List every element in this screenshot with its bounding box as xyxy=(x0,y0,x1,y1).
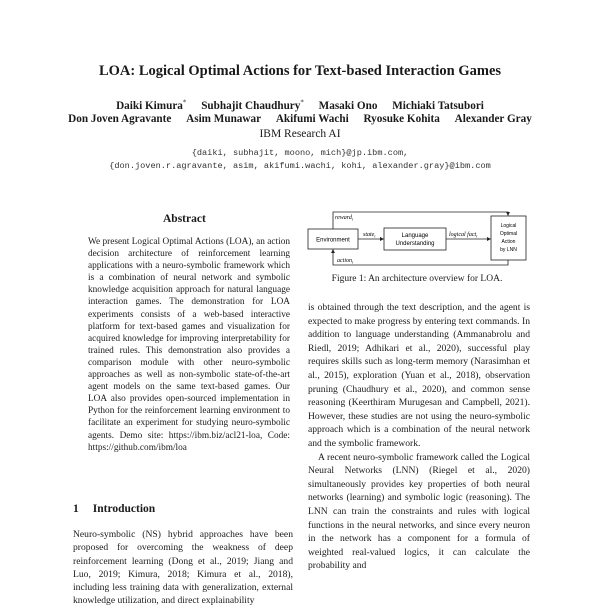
author: Akifumi Wachi xyxy=(275,113,349,125)
author: Don Joven Agravante xyxy=(68,113,172,125)
lnn-label-by-lnn: by LNN xyxy=(500,247,517,253)
abstract-text: We present Logical Optimal Actions (LOA), an action decision architecture of reinforcement learning applications with a neuro-symbolic framework which is a combination of neural network and symbolic knowledge acquisition approach for natural language interaction games. The demonstration for LOA experiments consists of a web-based interactive platform for text-based games and visualization for acquired knowledge for improving interpretability for trained rules. This demonstration also provides a comparison module with other neuro-symbolic approaches as well as non-symbolic state-of-the-art agent models on the same text-based games. Our LOA also provides open-sourced implementation in Python for the reinforcement learning environment to facilitate an experiment for studying neuro-symbolic agents. Demo site: https://ibm.biz/acl21-loa, Code: https://github.com/ibm/loa xyxy=(88,237,290,453)
author: Alexander Gray xyxy=(454,113,532,125)
understanding-label: Understanding xyxy=(395,241,435,247)
language-label: Language xyxy=(401,233,429,239)
author-line-2 xyxy=(0,113,600,125)
affiliation: IBM Research AI xyxy=(259,128,341,140)
section-heading-introduction xyxy=(73,503,155,515)
author: Subhajit Chaudhury* xyxy=(201,98,304,112)
abstract-heading: Abstract xyxy=(163,213,206,225)
paper-title: LOA: Logical Optimal Actions for Text-based Interaction Games xyxy=(98,63,502,79)
action-label: action$_t$ xyxy=(337,258,354,265)
environment-label: Environment xyxy=(316,237,350,244)
author: Masaki Ono xyxy=(318,99,378,112)
logical-fact-label: logical fact$_t$ xyxy=(449,232,478,239)
introduction-text: Neuro-symbolic (NS) hybrid approaches have been proposed for overcoming the weakness of deep reinforcement learning (Dong et al., 2019; Jiang and Luo, 2019; Kimura, 2018; Kimura et al., 2018), including less training data with generalization, external knowledge utilization, and direct explainability xyxy=(73,529,293,607)
figure-caption: Figure 1: An architecture overview for LOA. xyxy=(331,274,503,284)
state-label: state$_t$ xyxy=(363,232,376,239)
author: Asim Munawar xyxy=(186,113,262,125)
reward-label: reward$_t$ xyxy=(335,215,354,222)
author: Daiki Kimura* xyxy=(116,98,187,112)
author: Michiaki Tatsubori xyxy=(392,99,484,112)
author: Ryosuke Kohita xyxy=(363,113,440,125)
email-line-2: {don.joven.r.agravante, asim, akifumi.wachi, kohi, alexander.gray}@ibm.com xyxy=(109,161,491,171)
architecture-figure xyxy=(306,208,528,268)
architecture-diagram xyxy=(306,208,528,268)
lnn-label-logical: Logical xyxy=(500,223,517,229)
section-title: Introduction xyxy=(92,503,156,515)
action-arrow xyxy=(333,250,508,266)
author-line-1 xyxy=(0,98,600,112)
lnn-label-action: Action xyxy=(501,239,516,245)
section-number: 1 xyxy=(73,503,79,515)
lnn-label-optimal: Optimal xyxy=(499,231,518,237)
paragraph: A recent neuro-symbolic framework called the Logical Neural Networks (LNN) (Riegel et al., 2020) simultaneously provides key properties of both neural networks (learning) and symbolic logic (reasoning). The LNN can train the constraints and rules with logical functions in the neural networks, and since every neuron in the network has a component for a formula of weighted real-valued logics, it can calculate the probability and xyxy=(308,451,530,572)
column-2-text xyxy=(308,301,530,573)
email-line-1: {daiki, subhajit, moono, mich}@jp.ibm.com, xyxy=(191,148,409,158)
paragraph: is obtained through the text description, and the agent is expected to make progress by entering text commands. In addition to language understanding (Ammanabrolu and Riedl, 2019; Adhikari et al., 2020), successful play requires skills such as long-term memory (Narasimhan et al., 2015), exploration (Yuan et al., 2018), observation pruning (Chaudhury et al., 2020), and common sense reasoning (Keerthiram Murugesan and Campbell, 2021). However, these studies are not using the neuro-symbolic approach which is a combination of the neural network and the symbolic framework. xyxy=(308,302,530,449)
reward-arrow xyxy=(333,212,508,229)
